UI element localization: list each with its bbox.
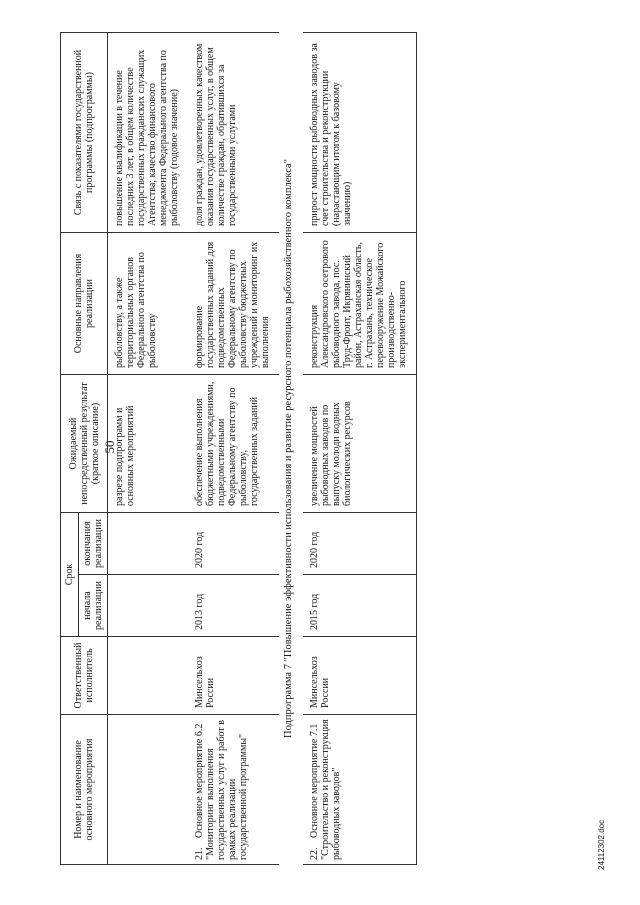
cell-start: 2015 год <box>303 575 417 637</box>
table-row <box>108 33 189 865</box>
table-row <box>303 33 417 865</box>
cell-end: 2020 год <box>303 513 417 575</box>
page-number: 50 <box>102 440 117 454</box>
footer-doc-id: 24112302.doc <box>597 819 606 870</box>
row-number: 22. <box>308 847 320 860</box>
cell-result: обеспечение выполнения бюджетными учреждениями, подведомственными Федеральному агентству по рыболовству, государственных заданий <box>188 375 279 513</box>
row-number: 21. <box>194 847 205 860</box>
cell-directions: рыболовству, а также территориальных органов Федерального агентства по рыболовству <box>108 233 189 375</box>
header-link: Связь с показателями государственной программы (подпрограммы) <box>61 33 108 233</box>
subprogram-title: Подпрограмма 7 "Повышение эффективности использования и развитие ресурсного потенциала рыбохозяйственного комплекса" <box>283 159 294 738</box>
rotated-table-container <box>60 33 580 865</box>
cell-link: прирост мощности рыбоводных заводов за счет строительства и реконструкции (нарастающим итогом к базовому значению) <box>303 33 417 233</box>
cell-result: увеличение мощностей рыбоводных заводов по выпуску молоди водных биологических ресурсов <box>303 375 417 513</box>
cell-start: 2013 год <box>188 575 279 637</box>
header-end: окончания реализации <box>79 513 108 575</box>
cell-directions: реконструкция Александровского осетрового рыбоводного завода, пос. Труд-Фронт, Икрянинский район, Астраханская область, г. Астрахань, техническое перевооружение Можайского производственно-экспериментального <box>303 233 417 375</box>
header-number-name: Номер и наименование основного мероприятия <box>61 715 108 865</box>
header-result: Ожидаемый непосредственный результат (краткое описание) <box>61 375 108 513</box>
header-term: Срок <box>61 513 79 637</box>
header-start: начала реализации <box>79 575 108 637</box>
activities-table <box>60 32 417 865</box>
cell-link: доля граждан, удовлетворенных качеством оказания государственных услуг, в общем количестве граждан, обратившихся за государственными услугами <box>188 33 279 233</box>
cell-executor: Минсельхоз России <box>303 637 417 715</box>
table-row <box>188 33 279 865</box>
activity-name: Основное мероприятие 6.2 "Мониторинг выполнения государственных услуг и работ в рамках реализации государственной программы" <box>194 719 249 860</box>
header-executor: Ответственный исполнитель <box>61 637 108 715</box>
subprogram-row <box>279 33 303 865</box>
cell-link: повышение квалификации в течение последних 3 лет, в общем количестве государственных гражданских служащих Агентства; качество финансового менеджмента Федерального агентства по рыболовству (годовое значение) <box>108 33 189 233</box>
cell-result: разрезе подпрограмм и основных мероприятий <box>108 375 189 513</box>
header-directions: Основные направления реализации <box>61 233 108 375</box>
cell-executor: Минсельхоз России <box>188 637 279 715</box>
cell-end: 2020 год <box>188 513 279 575</box>
cell-directions: формирование государственных заданий для подведомственных Федеральному агентству по рыболовству бюджетных учреждений и мониторинг их выполнения <box>188 233 279 375</box>
activity-name: Основное мероприятие 7.1 "Строительство и реконструкция рыбоводных заводов" <box>308 719 342 860</box>
